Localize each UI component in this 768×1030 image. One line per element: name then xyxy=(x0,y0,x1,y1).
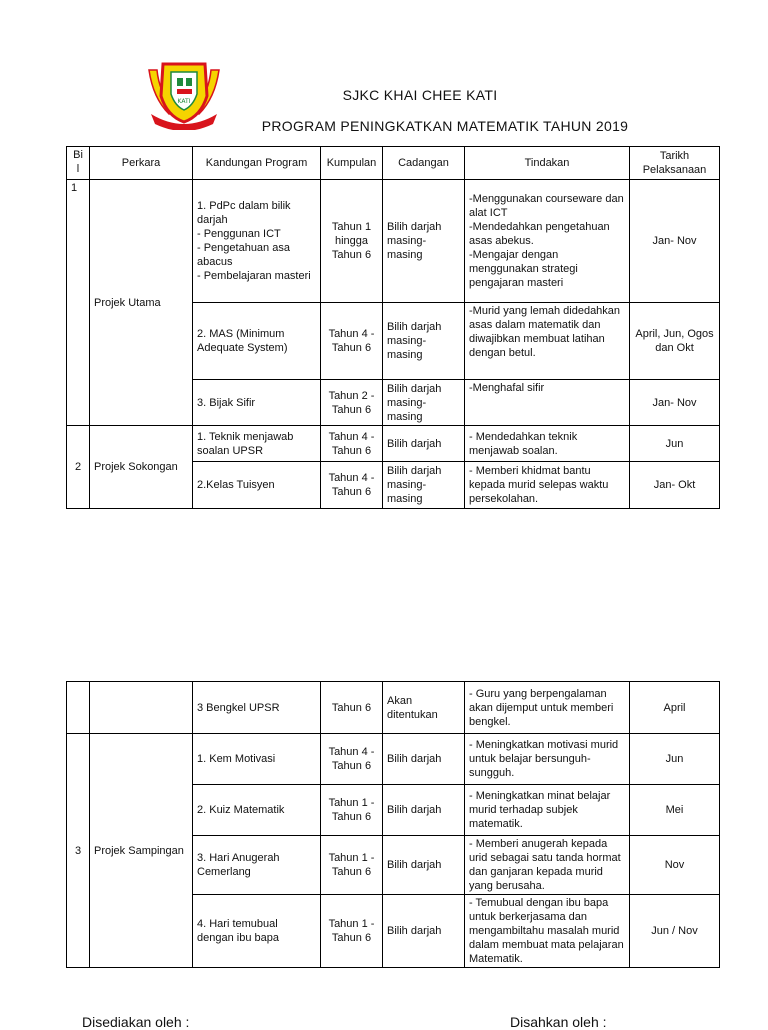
kumpulan-cell: Tahun 4 - Tahun 6 xyxy=(321,426,383,462)
kandungan-cell: 4. Hari temubual dengan ibu bapa xyxy=(193,895,321,968)
program-title: PROGRAM PENINGKATKAN MATEMATIK TAHUN 2019 xyxy=(261,118,629,134)
kandungan-cell: 1. Kem Motivasi xyxy=(193,734,321,785)
approved-by-label: Disahkan oleh : xyxy=(510,1014,607,1030)
col-header-tarikh: Tarikh Pelaksanaan xyxy=(630,147,720,180)
table-row xyxy=(67,180,720,303)
tindakan-cell: - Meningkatkan motivasi murid untuk belajar bersunguh-sungguh. xyxy=(465,734,630,785)
tarikh-cell: Jun xyxy=(630,734,720,785)
cadangan-cell: Bilih darjah xyxy=(383,836,465,895)
tarikh-cell: Jan- Nov xyxy=(630,180,720,303)
kumpulan-cell: Tahun 1 - Tahun 6 xyxy=(321,895,383,968)
tindakan-cell: - Memberi anugerah kepada urid sebagai satu tanda hormat dan ganjaran kepada murid yang berusaha. xyxy=(465,836,630,895)
cadangan-cell: Bilih darjah xyxy=(383,895,465,968)
tindakan-cell: -Menggunakan courseware dan alat ICT -Mendedahkan pengetahuan asas abekus. -Mengajar dengan menggunakan strategi pengajaran masteri xyxy=(465,180,630,303)
program-table-page-2 xyxy=(66,681,720,968)
kandungan-cell: 2. Kuiz Matematik xyxy=(193,785,321,836)
school-name: SJKC KHAI CHEE KATI xyxy=(342,87,498,103)
tarikh-cell: Jun xyxy=(630,426,720,462)
kandungan-cell: 3. Bijak Sifir xyxy=(193,380,321,426)
tindakan-cell: - Guru yang berpengalaman akan dijemput untuk memberi bengkel. xyxy=(465,682,630,734)
cadangan-cell: Bilih darjah xyxy=(383,426,465,462)
bil-cell: 2 xyxy=(67,426,90,509)
kumpulan-cell: Tahun 2 - Tahun 6 xyxy=(321,380,383,426)
cadangan-cell: Bilih darjah xyxy=(383,785,465,836)
kumpulan-cell: Tahun 4 - Tahun 6 xyxy=(321,462,383,509)
cadangan-cell: Bilih darjah xyxy=(383,734,465,785)
bil-cell xyxy=(67,682,90,734)
cadangan-cell: Bilih darjah masing-masing xyxy=(383,462,465,509)
table-header-row xyxy=(67,147,720,180)
program-table-page-1 xyxy=(66,146,720,509)
table-row xyxy=(67,734,720,785)
cadangan-cell: Bilih darjah masing-masing xyxy=(383,380,465,426)
col-header-tindakan: Tindakan xyxy=(465,147,630,180)
kandungan-cell: 3. Hari Anugerah Cemerlang xyxy=(193,836,321,895)
perkara-cell xyxy=(90,682,193,734)
tindakan-cell: -Murid yang lemah didedahkan asas dalam matematik dan diwajibkan membuat latihan dengan betul. xyxy=(465,303,630,380)
col-header-kandungan: Kandungan Program xyxy=(193,147,321,180)
kumpulan-cell: Tahun 1 hingga Tahun 6 xyxy=(321,180,383,303)
cadangan-cell: Akan ditentukan xyxy=(383,682,465,734)
kandungan-cell: 2. MAS (Minimum Adequate System) xyxy=(193,303,321,380)
tindakan-cell: - Temubual dengan ibu bapa untuk berkerjasama dan mengambiltahu masalah murid dalam membuat mata pelajaran Matematik. xyxy=(465,895,630,968)
kumpulan-cell: Tahun 6 xyxy=(321,682,383,734)
kandungan-cell: 1. PdPc dalam bilik darjah - Penggunan ICT - Pengetahuan asa abacus - Pembelajaran masteri xyxy=(193,180,321,303)
cadangan-cell: Bilih darjah masing-masing xyxy=(383,180,465,303)
kandungan-cell: 3 Bengkel UPSR xyxy=(193,682,321,734)
tindakan-cell: - Meningkatkan minat belajar murid terhadap subjek matematik. xyxy=(465,785,630,836)
perkara-cell: Projek Sokongan xyxy=(90,426,193,509)
kumpulan-cell: Tahun 4 - Tahun 6 xyxy=(321,303,383,380)
tarikh-cell: Jan- Okt xyxy=(630,462,720,509)
tarikh-cell: April xyxy=(630,682,720,734)
tarikh-cell: Jun / Nov xyxy=(630,895,720,968)
tarikh-cell: Jan- Nov xyxy=(630,380,720,426)
tarikh-cell: April, Jun, Ogos dan Okt xyxy=(630,303,720,380)
tindakan-cell: - Memberi khidmat bantu kepada murid selepas waktu persekolahan. xyxy=(465,462,630,509)
kandungan-cell: 1. Teknik menjawab soalan UPSR xyxy=(193,426,321,462)
tindakan-cell: -Menghafal sifir xyxy=(465,380,630,426)
bil-cell: 3 xyxy=(67,734,90,968)
col-header-cadangan: Cadangan xyxy=(383,147,465,180)
prepared-by-label: Disediakan oleh : xyxy=(82,1014,190,1030)
kumpulan-cell: Tahun 1 - Tahun 6 xyxy=(321,785,383,836)
tarikh-cell: Mei xyxy=(630,785,720,836)
kumpulan-cell: Tahun 1 - Tahun 6 xyxy=(321,836,383,895)
table-row xyxy=(67,682,720,734)
kumpulan-cell: Tahun 4 - Tahun 6 xyxy=(321,734,383,785)
col-header-bil: Bi l xyxy=(67,147,90,180)
table-row xyxy=(67,426,720,462)
logo-text: KATI xyxy=(177,98,191,105)
tarikh-cell: Nov xyxy=(630,836,720,895)
kandungan-cell: 2.Kelas Tuisyen xyxy=(193,462,321,509)
col-header-perkara: Perkara xyxy=(90,147,193,180)
tindakan-cell: - Mendedahkan teknik menjawab soalan. xyxy=(465,426,630,462)
bil-cell: 1 xyxy=(67,180,90,426)
perkara-cell: Projek Sampingan xyxy=(90,734,193,968)
col-header-kumpulan: Kumpulan xyxy=(321,147,383,180)
perkara-cell: Projek Utama xyxy=(90,180,193,426)
cadangan-cell: Bilih darjah masing-masing xyxy=(383,303,465,380)
